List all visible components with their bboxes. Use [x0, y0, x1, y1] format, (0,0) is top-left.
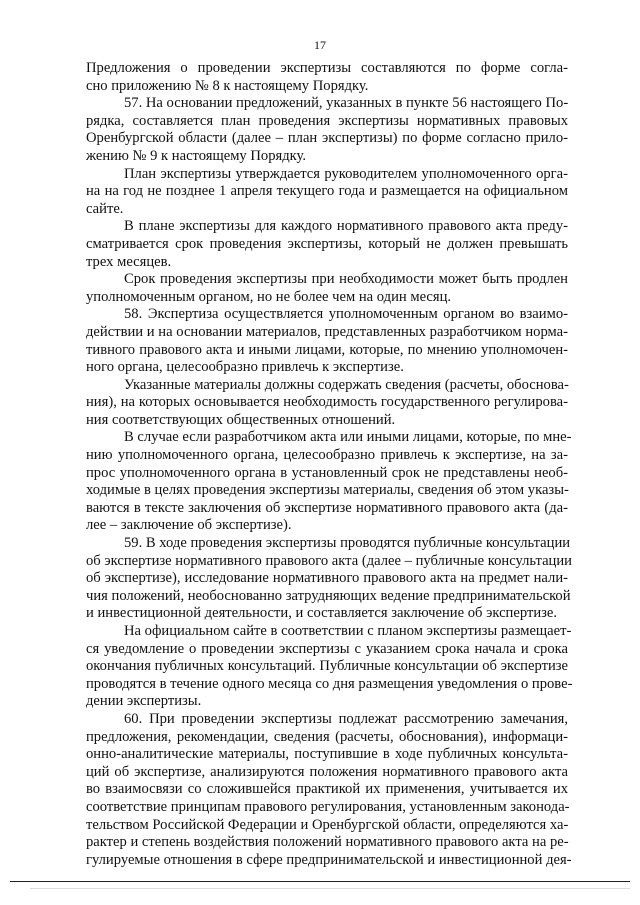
text-line: 60. При проведении экспертизы подлежат рассмотрению замечания,: [124, 710, 568, 727]
text-line: сматривается срок проведения экспертизы, который не должен превышать: [86, 235, 568, 252]
text-line: жению № 9 к настоящему Порядку.: [86, 147, 307, 164]
text-line: ного органа, целесообразно привлечь к экспертизе.: [86, 359, 404, 376]
text-line: Срок проведения экспертизы при необходимости может быть продлен: [124, 271, 568, 288]
paragraph: [86, 535, 572, 623]
text-line: ваются в тексте заключения об экспертизе нормативного правового акта (да-: [86, 499, 568, 516]
text-line: лее – заключение об экспертизе).: [86, 517, 292, 534]
text-line: ся уведомление о проведении экспертизы с указанием срока начала и срока: [86, 640, 568, 657]
text-line: План экспертизы утверждается руководителем уполномоченного орга-: [124, 165, 568, 182]
text-line: прос уполномоченного органа в установленный срок не представлены необ-: [86, 464, 568, 481]
text-line: рядка, составляется план проведения экспертизы нормативных правовых: [86, 112, 568, 129]
text-line: дении экспертизы.: [86, 693, 202, 710]
text-line: ций об экспертизе, анализируются положения нормативного правового акта: [86, 763, 568, 780]
text-line: трех месяцев.: [86, 253, 172, 270]
text-line: 57. На основании предложений, указанных в пункте 56 настоящего По-: [124, 95, 569, 112]
text-line: соответствие принципам правового регулирования, установленным законода-: [86, 798, 570, 815]
paragraph: [86, 271, 568, 306]
text-line: ния), на которых основывается необходимость государственного регулирова-: [86, 394, 568, 411]
text-line: окончания публичных консультаций. Публичные консультации об экспертизе: [86, 658, 568, 675]
text-line: чия положений, необоснованно затрудняющих ведение предпринимательской: [86, 587, 571, 604]
paragraph: [86, 166, 568, 219]
page-bottom-rule: [10, 881, 630, 882]
text-line: В плане экспертизы для каждого нормативного правового акта преду-: [124, 218, 568, 235]
text-line: Оренбургской области (далее – план экспертизы) по форме согласно прило-: [86, 130, 568, 147]
text-line: во взаимосвязи со сложившейся практикой их применения, учитывается их: [86, 781, 568, 798]
text-line: ходимые в целях проведения экспертизы материалы, сведения об этом указы-: [86, 482, 569, 499]
paragraph: [86, 306, 568, 376]
page-number: 17: [314, 38, 326, 52]
text-line: действии и на основании материалов, представленных разработчиком норма-: [86, 323, 568, 340]
text-line: Указанные материалы должны содержать сведения (расчеты, обоснова-: [124, 376, 569, 393]
text-line: 59. В ходе проведения экспертизы проводятся публичные консультации: [124, 535, 571, 552]
text-line: нию уполномоченного органа, целесообразно привлечь к экспертизе, на за-: [86, 447, 568, 464]
text-line: предложения, рекомендации, сведения (расчеты, обоснования), информаци-: [86, 728, 568, 745]
text-line: проводятся в течение одного месяца со дня размещения уведомления о прове-: [86, 675, 573, 692]
text-line: В случае если разработчиком акта или иными лицами, которые, по мне-: [124, 429, 572, 446]
text-line: на на год не позднее 1 апреля текущего года и размещается на официальном: [86, 183, 568, 200]
text-line: гулируемые отношения в сфере предпринимательской и инвестиционной дея-: [86, 851, 572, 868]
page-bottom-shadow: [30, 888, 630, 889]
text-line: об экспертизе нормативного правового акта (далее – публичные консультации: [86, 552, 572, 569]
text-line: сно приложению № 8 к настоящему Порядку.: [86, 77, 369, 94]
text-line: сайте.: [86, 200, 124, 217]
text-line: ния соответствующих общественных отношений.: [86, 411, 396, 428]
paragraph: [86, 95, 568, 165]
paragraph: [86, 710, 572, 869]
document-body: [86, 60, 573, 869]
text-line: онно-аналитические материалы, поступившие в ходе публичных консульта-: [86, 746, 568, 763]
text-line: Предложения о проведении экспертизы составляются по форме согла-: [86, 60, 568, 76]
text-line: 58. Экспертиза осуществляется уполномоченным органом во взаимо-: [124, 306, 568, 323]
text-line: тивного правового акта и иными лицами, которые, по мнению уполномочен-: [86, 341, 568, 358]
text-line: об экспертизе), исследование нормативного правового акта на предмет нали-: [86, 570, 568, 587]
paragraph: [86, 623, 573, 711]
paragraph: [86, 429, 572, 535]
text-line: рактер и степень воздействия положений нормативного правового акта на ре-: [86, 834, 569, 851]
text-line: уполномоченным органом, но не более чем на один месяц.: [86, 288, 452, 305]
text-line: тельством Российской Федерации и Оренбургской области, определяются ха-: [86, 816, 569, 833]
paragraph: [86, 60, 568, 95]
paragraph: [86, 218, 568, 271]
paragraph: [86, 377, 568, 430]
text-line: и инвестиционной деятельности, и составляется заключение об экспертизе.: [86, 605, 558, 622]
text-line: На официальном сайте в соответствии с планом экспертизы размещает-: [124, 623, 572, 639]
